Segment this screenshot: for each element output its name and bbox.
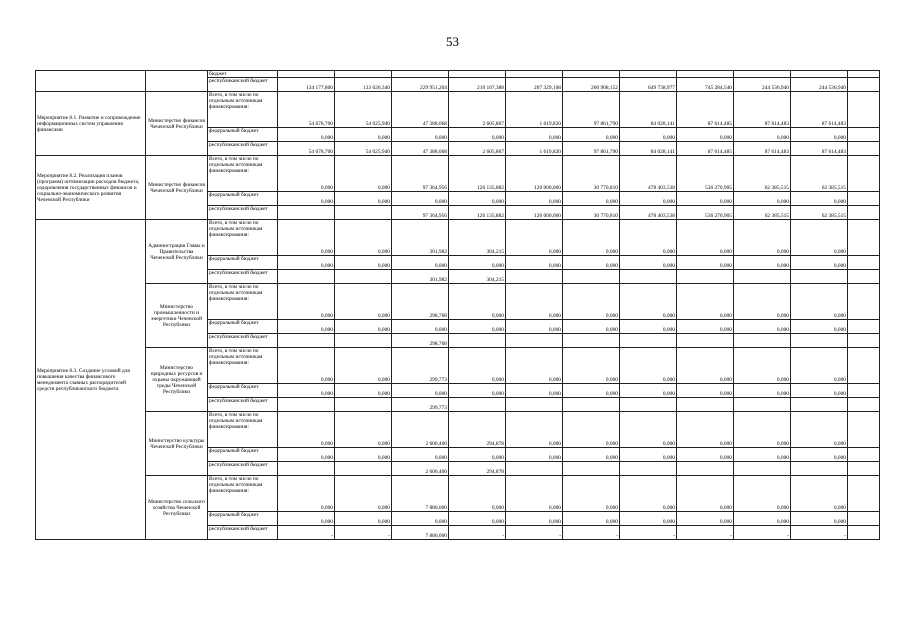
amount-cell [677,71,734,78]
amount-cell: 1 619,820 [506,142,563,156]
amount-cell: 0,000 [734,476,791,512]
amount-cell: 0,000 [620,384,677,398]
amount-cell [848,526,880,540]
amount-cell [278,71,335,78]
amount-cell: - [620,526,677,540]
amount-cell [791,71,848,78]
amount-cell [563,71,620,78]
amount-cell: 7 880,000 [392,476,449,512]
amount-cell: 0,000 [449,476,506,512]
funding-source-cell: федеральный бюджет [208,192,278,206]
amount-cell: 126 135,882 [449,206,506,220]
amount-cell [335,206,392,220]
amount-cell: 0,000 [506,512,563,526]
amount-cell [506,270,563,284]
amount-cell [848,320,880,334]
amount-cell: 0,000 [506,448,563,462]
amount-cell: 0,000 [335,384,392,398]
amount-cell: 0,000 [620,192,677,206]
amount-cell: 0,000 [278,256,335,270]
funding-source-cell: Всего, в том числе по отдельным источникам финансирования: [208,476,278,512]
amount-cell: 0,000 [278,348,335,384]
funding-source-cell: республиканский бюджет [208,206,278,220]
amount-cell: - [449,526,506,540]
amount-cell: 0,000 [278,512,335,526]
funding-source-cell: федеральный бюджет [208,448,278,462]
amount-cell: 0,000 [335,284,392,320]
amount-cell: 47 388,068 [392,92,449,128]
amount-cell: 0,000 [677,220,734,256]
amount-cell: 62 385,515 [734,156,791,192]
amount-cell: 0,000 [620,320,677,334]
amount-cell: 0,000 [506,476,563,512]
amount-cell: 0,000 [620,412,677,448]
amount-cell: 207 329,108 [506,78,563,92]
amount-cell [848,334,880,348]
amount-cell [563,334,620,348]
activity-cell: Мероприятие 8.1. Развитие и сопровождение информационных систем управления финансами [36,92,146,156]
amount-cell: 133 626,340 [335,78,392,92]
amount-cell: 7 880,000 [392,526,449,540]
amount-cell: 0,000 [563,128,620,142]
amount-cell: 0,000 [506,412,563,448]
amount-cell: 84 028,141 [620,92,677,128]
amount-cell: 0,000 [677,512,734,526]
amount-cell: 0,000 [791,348,848,384]
amount-cell [734,334,791,348]
funding-source-cell: республиканский бюджет [208,142,278,156]
amount-cell: 0,000 [791,256,848,270]
amount-cell: 210 107,388 [449,78,506,92]
amount-cell: 0,000 [335,192,392,206]
amount-cell: 0,000 [506,128,563,142]
amount-cell: 0,000 [791,192,848,206]
amount-cell: 0,000 [392,256,449,270]
amount-cell: 0,000 [392,384,449,398]
table-row [36,412,880,448]
amount-cell: 0,000 [335,320,392,334]
amount-cell [848,476,880,512]
amount-cell: 1 619,820 [506,92,563,128]
amount-cell: 304,215 [449,270,506,284]
amount-cell: 87 614,483 [734,142,791,156]
amount-cell [791,334,848,348]
activity-cell: Мероприятие 8.2. Реализация планов (программ) оптимизации расходов бюджета, оздоровления государственных финансов и социально-экономического развития Чеченской Республики [36,156,146,220]
amount-cell: 0,000 [278,192,335,206]
amount-cell: 0,000 [677,284,734,320]
amount-cell: 2 600,400 [392,462,449,476]
organization-cell: Министерство промышленности и энергетики Чеченской Республики [146,284,208,348]
funding-source-cell: Всего, в том числе по отдельным источникам финансирования: [208,156,278,192]
amount-cell: 745 284,540 [677,78,734,92]
amount-cell: 0,000 [563,220,620,256]
amount-cell [335,270,392,284]
amount-cell: - [734,526,791,540]
amount-cell: 0,000 [563,512,620,526]
amount-cell [848,384,880,398]
amount-cell: 0,000 [734,384,791,398]
amount-cell [335,398,392,412]
amount-cell: 62 385,515 [734,206,791,220]
amount-cell [506,71,563,78]
amount-cell: 0,000 [392,512,449,526]
amount-cell: 0,000 [734,192,791,206]
funding-source-cell: республиканский бюджет [208,398,278,412]
amount-cell: 0,000 [335,412,392,448]
amount-cell: 0,000 [335,128,392,142]
amount-cell: 2 605,867 [449,142,506,156]
amount-cell: 0,000 [278,284,335,320]
funding-source-cell: республиканский бюджет [208,526,278,540]
amount-cell: 0,000 [791,320,848,334]
amount-cell [449,398,506,412]
amount-cell: 0,000 [335,220,392,256]
amount-cell: 0,000 [791,384,848,398]
amount-cell: 0,000 [563,256,620,270]
amount-cell [278,206,335,220]
amount-cell: 0,000 [734,348,791,384]
amount-cell [278,398,335,412]
amount-cell: 62 385,515 [791,206,848,220]
funding-source-cell: федеральный бюджет [208,256,278,270]
amount-cell [506,334,563,348]
amount-cell: 0,000 [335,156,392,192]
amount-cell: 536 270,905 [677,156,734,192]
amount-cell: 0,000 [449,192,506,206]
amount-cell: 0,000 [620,348,677,384]
amount-cell [848,71,880,78]
amount-cell [278,270,335,284]
funding-source-cell: Всего, в том числе по отдельным источникам финансирования: [208,92,278,128]
amount-cell: 0,000 [278,412,335,448]
amount-cell: 97 861,790 [563,92,620,128]
amount-cell: 478 403,538 [620,156,677,192]
amount-cell: 0,000 [791,476,848,512]
amount-cell: 0,000 [677,412,734,448]
amount-cell: 229 951,204 [392,78,449,92]
table-row [36,348,880,384]
amount-cell: 2 600,400 [392,412,449,448]
amount-cell: 0,000 [620,476,677,512]
funding-source-cell: федеральный бюджет [208,320,278,334]
table-row [36,476,880,512]
amount-cell: 0,000 [392,128,449,142]
amount-cell [449,71,506,78]
funding-source-cell: федеральный бюджет [208,512,278,526]
amount-cell: 97 364,956 [392,156,449,192]
amount-cell: - [791,526,848,540]
funding-source-cell: Всего, в том числе по отдельным источникам финансирования: [208,412,278,448]
amount-cell: 0,000 [677,192,734,206]
amount-cell: 62 385,515 [791,156,848,192]
amount-cell: 0,000 [563,192,620,206]
amount-cell: 126 135,882 [449,156,506,192]
amount-cell: 0,000 [620,128,677,142]
amount-cell: 134 177,800 [278,78,335,92]
amount-cell: 0,000 [563,448,620,462]
amount-cell [620,398,677,412]
amount-cell: 0,000 [335,512,392,526]
amount-cell: 536 270,905 [677,206,734,220]
amount-cell: 47 388,068 [392,142,449,156]
amount-cell: 299,773 [392,398,449,412]
amount-cell [278,334,335,348]
amount-cell: 299,773 [392,348,449,384]
amount-cell: 0,000 [506,256,563,270]
amount-cell: 0,000 [506,284,563,320]
organization-cell: Министерство финансов Чеченской Республики [146,92,208,156]
amount-cell: 0,000 [563,384,620,398]
page-number: 53 [446,34,459,49]
amount-cell: 0,000 [449,128,506,142]
amount-cell: 298,768 [392,334,449,348]
amount-cell: 0,000 [449,320,506,334]
amount-cell: 0,000 [449,348,506,384]
amount-cell: 260 908,152 [563,78,620,92]
funding-source-cell: Всего, в том числе по отдельным источникам финансирования: [208,284,278,320]
amount-cell: 0,000 [734,448,791,462]
funding-source-cell: бюджет [208,71,278,78]
amount-cell [392,71,449,78]
amount-cell: 0,000 [734,220,791,256]
amount-cell [620,462,677,476]
table-row [36,71,880,78]
amount-cell: - [677,526,734,540]
amount-cell [848,92,880,128]
amount-cell [734,270,791,284]
amount-cell: 0,000 [449,448,506,462]
amount-cell: 0,000 [278,128,335,142]
amount-cell: 0,000 [278,320,335,334]
amount-cell [848,284,880,320]
amount-cell: 0,000 [449,384,506,398]
amount-cell: 244 536,940 [734,78,791,92]
amount-cell: 301,982 [392,220,449,256]
amount-cell [620,270,677,284]
amount-cell: 0,000 [506,384,563,398]
amount-cell [848,412,880,448]
amount-cell: - [278,526,335,540]
amount-cell: 0,000 [335,256,392,270]
organization-cell [146,71,208,92]
amount-cell [677,462,734,476]
funding-source-cell: республиканский бюджет [208,462,278,476]
amount-cell: 0,000 [734,412,791,448]
amount-cell: 0,000 [506,192,563,206]
amount-cell: 0,000 [734,512,791,526]
activity-cell: Мероприятие 8.3. Создание условий для повышения качества финансового менеджмента главных распорядителей средств республиканского бюджета [36,220,146,540]
amount-cell: 0,000 [620,220,677,256]
amount-cell: - [506,526,563,540]
amount-cell [848,462,880,476]
amount-cell [848,398,880,412]
amount-cell: 0,000 [392,448,449,462]
amount-cell: 0,000 [791,284,848,320]
amount-cell: 2 605,867 [449,92,506,128]
amount-cell: 0,000 [734,284,791,320]
amount-cell [848,128,880,142]
amount-cell: 54 025,940 [335,92,392,128]
amount-cell: 0,000 [677,384,734,398]
amount-cell: 54 678,700 [278,92,335,128]
amount-cell [734,398,791,412]
amount-cell [791,462,848,476]
amount-cell [848,156,880,192]
amount-cell: 294,878 [449,462,506,476]
amount-cell [335,71,392,78]
amount-cell [677,270,734,284]
amount-cell: 298,768 [392,284,449,320]
amount-cell: 87 614,483 [734,92,791,128]
amount-cell: 301,982 [392,270,449,284]
amount-cell: 120 000,000 [506,206,563,220]
amount-cell: 97 364,956 [392,206,449,220]
amount-cell: 0,000 [791,512,848,526]
amount-cell: 0,000 [734,320,791,334]
table-row [36,156,880,192]
amount-cell [848,142,880,156]
funding-source-cell: федеральный бюджет [208,128,278,142]
funding-source-cell: республиканский бюджет [208,334,278,348]
table-body [36,71,880,540]
table-row [36,92,880,128]
amount-cell: 0,000 [620,256,677,270]
amount-cell [506,398,563,412]
amount-cell [449,334,506,348]
funding-source-cell: республиканский бюджет [208,270,278,284]
amount-cell: 87 614,485 [677,92,734,128]
amount-cell: 0,000 [278,384,335,398]
amount-cell: 0,000 [677,256,734,270]
amount-cell: 0,000 [278,448,335,462]
amount-cell: 0,000 [563,412,620,448]
amount-cell: 0,000 [563,320,620,334]
organization-cell: Министерство природных ресурсов и охраны окружающей среды Чеченской Республики [146,348,208,412]
amount-cell [848,512,880,526]
amount-cell: 0,000 [677,476,734,512]
amount-cell: 0,000 [620,512,677,526]
amount-cell: 0,000 [392,320,449,334]
amount-cell: 0,000 [449,256,506,270]
organization-cell: Министерство финансов Чеченской Республики [146,156,208,220]
amount-cell [848,192,880,206]
amount-cell [848,78,880,92]
amount-cell: 87 614,485 [677,142,734,156]
amount-cell: 0,000 [506,320,563,334]
table-row [36,220,880,256]
amount-cell: 0,000 [278,220,335,256]
amount-cell: 97 861,790 [563,142,620,156]
organization-cell: Министерство культуры Чеченской Республики [146,412,208,476]
amount-cell [335,462,392,476]
amount-cell: 0,000 [278,156,335,192]
amount-cell [848,206,880,220]
amount-cell: 0,000 [335,348,392,384]
amount-cell: 0,000 [335,448,392,462]
amount-cell: 0,000 [677,448,734,462]
amount-cell: 87 614,483 [791,92,848,128]
funding-source-cell: республиканский бюджет [208,78,278,92]
amount-cell [848,448,880,462]
amount-cell: 120 000,000 [506,156,563,192]
amount-cell: 0,000 [278,476,335,512]
amount-cell: 0,000 [791,220,848,256]
amount-cell [848,270,880,284]
amount-cell: 304,215 [449,220,506,256]
amount-cell [563,398,620,412]
amount-cell: 0,000 [563,284,620,320]
amount-cell: 0,000 [506,220,563,256]
amount-cell [734,71,791,78]
amount-cell: 54 678,700 [278,142,335,156]
funding-source-cell: Всего, в том числе по отдельным источникам финансирования: [208,348,278,384]
amount-cell [563,462,620,476]
amount-cell: - [335,526,392,540]
amount-cell: 0,000 [449,284,506,320]
amount-cell [278,462,335,476]
amount-cell [791,270,848,284]
amount-cell [620,334,677,348]
amount-cell: 294,878 [449,412,506,448]
funding-source-cell: федеральный бюджет [208,384,278,398]
amount-cell: 0,000 [791,448,848,462]
amount-cell: 0,000 [620,448,677,462]
budget-table [35,70,880,540]
amount-cell: 0,000 [335,476,392,512]
amount-cell [620,71,677,78]
amount-cell [677,334,734,348]
amount-cell [506,462,563,476]
amount-cell: 30 770,810 [563,156,620,192]
amount-cell: 0,000 [677,320,734,334]
amount-cell [848,256,880,270]
amount-cell: 0,000 [563,476,620,512]
amount-cell: 0,000 [620,284,677,320]
amount-cell [677,398,734,412]
amount-cell [563,270,620,284]
amount-cell: - [563,526,620,540]
activity-cell [36,71,146,92]
amount-cell [848,348,880,384]
amount-cell: 0,000 [734,128,791,142]
amount-cell: 0,000 [506,348,563,384]
amount-cell: 87 614,483 [791,142,848,156]
funding-source-cell: Всего, в том числе по отдельным источникам финансирования: [208,220,278,256]
amount-cell: 0,000 [734,256,791,270]
amount-cell: 84 028,141 [620,142,677,156]
amount-cell: 0,000 [791,412,848,448]
amount-cell: 0,000 [563,348,620,384]
amount-cell: 0,000 [449,512,506,526]
amount-cell [734,462,791,476]
amount-cell [791,398,848,412]
amount-cell: 54 025,940 [335,142,392,156]
amount-cell [335,334,392,348]
table-row [36,284,880,320]
amount-cell: 0,000 [677,128,734,142]
amount-cell: 649 738,977 [620,78,677,92]
organization-cell: Министерство сельского хозяйства Чеченской Республики [146,476,208,540]
amount-cell [848,220,880,256]
organization-cell: Администрация Главы и Правительства Чеченской Республики [146,220,208,284]
amount-cell: 0,000 [392,192,449,206]
amount-cell: 30 770,810 [563,206,620,220]
amount-cell: 478 403,538 [620,206,677,220]
amount-cell: 244 536,940 [791,78,848,92]
amount-cell: 0,000 [791,128,848,142]
amount-cell: 0,000 [677,348,734,384]
